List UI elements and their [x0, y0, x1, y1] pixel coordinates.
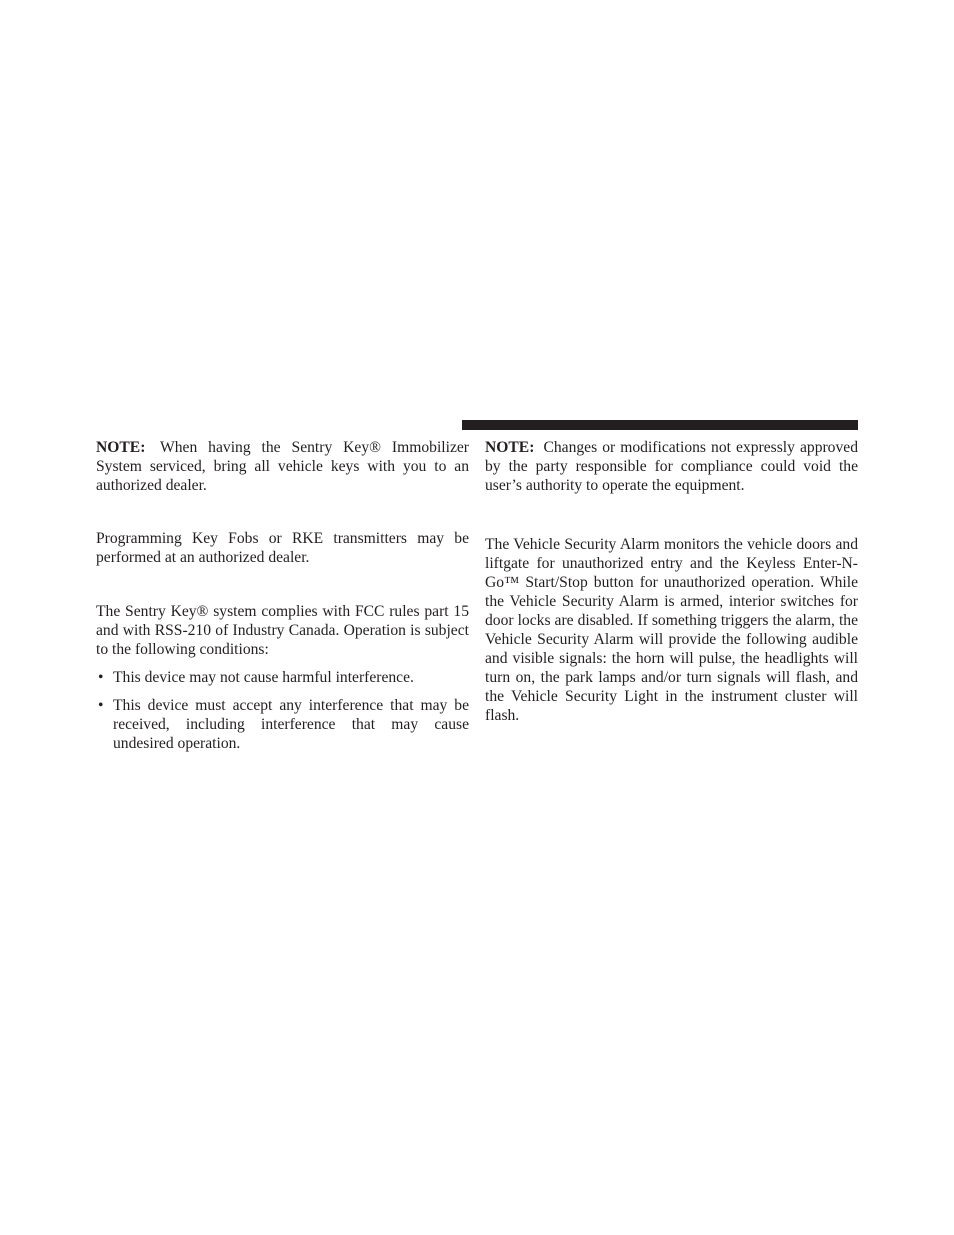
conditions-list [96, 668, 469, 753]
paragraph-security-alarm: The Vehicle Security Alarm monitors the vehicle doors and liftgate for unauthorized entry and the Keyless Enter-N-Go™ Start/Stop button for unauthorized operation. While the Vehicle Security Alarm is armed, interior switches for door locks are disabled. If something triggers the alarm, the Vehicle Security Alarm will provide the following audible and visible signals: the horn will pulse, the headlights will turn on, the park lamps and/or turn signals will flash, and the Vehicle Security Light in the instrument cluster will flash. [485, 536, 858, 724]
left-column [96, 438, 469, 762]
paragraph-fcc: The Sentry Key® system complies with FCC rules part 15 and with RSS-210 of Industry Canada. Operation is subject to the following conditions: [96, 603, 469, 658]
bullet-icon: • [98, 697, 104, 714]
list-item-text: This device may not cause harmful interference. [113, 669, 414, 686]
list-item [96, 668, 469, 687]
paragraph-programming: Programming Key Fobs or RKE transmitters may be performed at an authorized dealer. [96, 530, 469, 566]
bullet-icon: • [98, 669, 104, 686]
right-column [485, 438, 858, 725]
list-item-text: This device must accept any interference that may be received, including interference that may cause undesired operation. [113, 697, 469, 752]
note-label: NOTE: [485, 439, 535, 456]
note-text: Changes or modifications not expressly approved by the party responsible for compliance could void the user’s authority to operate the equipment. [485, 439, 858, 494]
note-immobilizer-service [96, 438, 469, 495]
note-label: NOTE: [96, 439, 146, 456]
note-text: When having the Sentry Key® Immobilizer System serviced, bring all vehicle keys with you to an authorized dealer. [96, 439, 469, 494]
note-modifications [485, 438, 858, 495]
section-header-bar [462, 420, 858, 430]
list-item [96, 696, 469, 753]
